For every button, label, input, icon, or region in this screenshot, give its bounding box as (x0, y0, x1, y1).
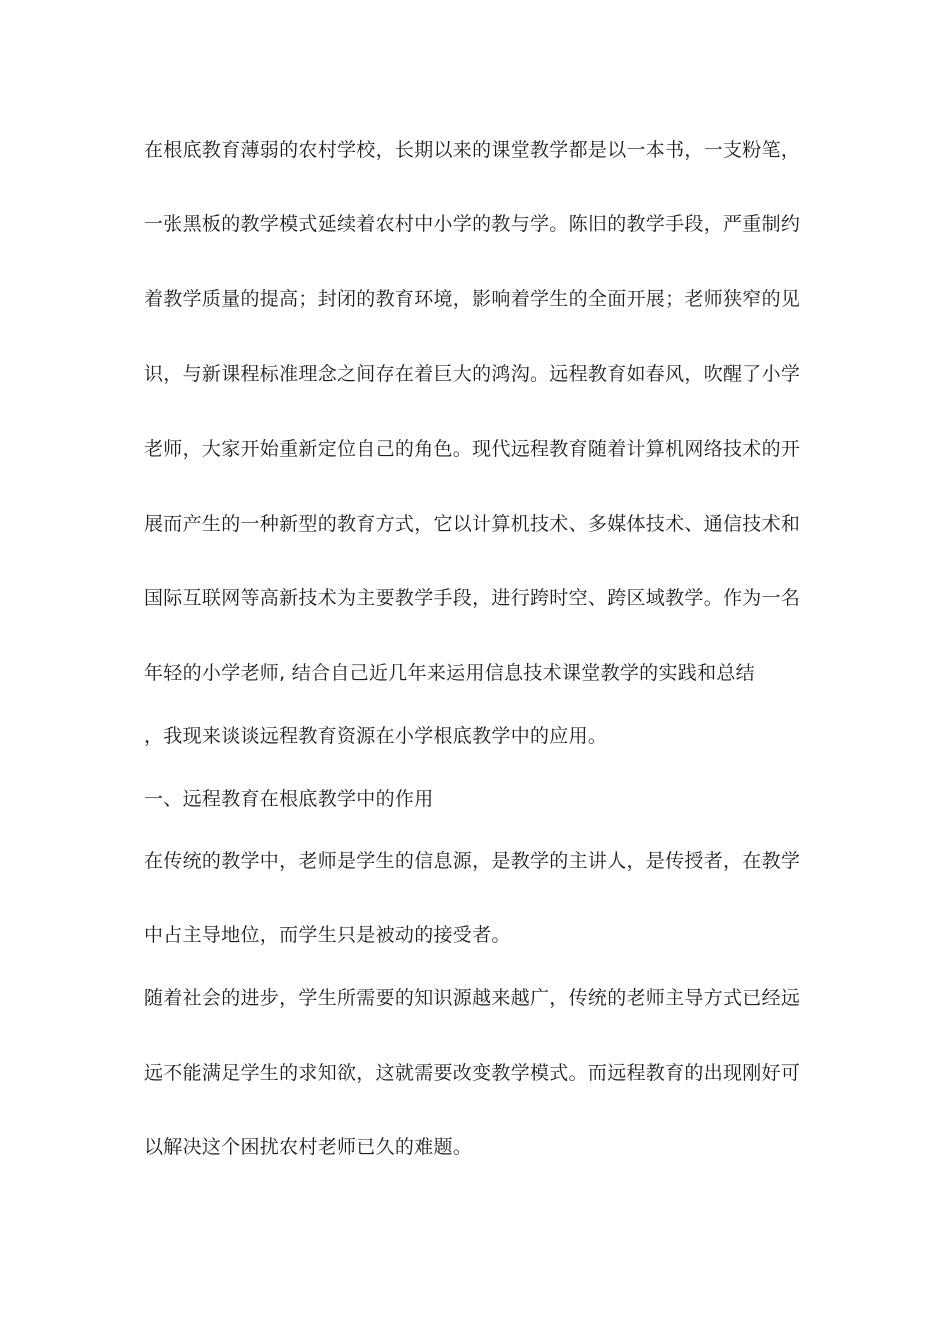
paragraph-1-line-2: 一张黑板的教学模式延续着农村中小学的教与学。陈旧的教学手段，严重制约 (144, 213, 801, 235)
paragraph-1-line-5: 老师，大家开始重新定位自己的角色。现代远程教育随着计算机网络技术的开 (144, 438, 801, 460)
paragraph-3-line-2: 远不能满足学生的求知欲，这就需要改变教学模式。而远程教育的出现刚好可 (144, 1062, 801, 1084)
paragraph-1-line-1: 在根底教育薄弱的农村学校，长期以来的课堂教学都是以一本书，一支粉笔， (144, 139, 801, 161)
paragraph-3-line-3: 以解决这个困扰农村老师已久的难题。 (144, 1136, 473, 1158)
section-heading: 一、远程教育在根底教学中的作用 (144, 788, 434, 810)
paragraph-1-line-7: 国际互联网等高新技术为主要教学手段，进行跨时空、跨区域教学。作为一名 (144, 587, 801, 609)
paragraph-3-line-1: 随着社会的进步，学生所需要的知识源越来越广，传统的老师主导方式已经远 (144, 987, 801, 1009)
paragraph-1-line-6: 展而产生的一种新型的教育方式，它以计算机技术、多媒体技术、通信技术和 (144, 513, 801, 535)
paragraph-1-line-4: 识，与新课程标准理念之间存在着巨大的鸿沟。远程教育如春风，吹醒了小学 (144, 363, 801, 385)
paragraph-2-line-2: 中占主导地位，而学生只是被动的接受者。 (144, 924, 511, 946)
paragraph-1-line-9: ，我现来谈谈远程教育资源在小学根底教学中的应用。 (144, 725, 608, 747)
paragraph-2-line-1: 在传统的教学中，老师是学生的信息源，是教学的主讲人，是传授者，在教学 (144, 850, 801, 872)
paragraph-1-line-8: 年轻的小学老师, 结合自己近几年来运用信息技术课堂教学的实践和总结 (144, 662, 755, 684)
paragraph-1-line-3: 着教学质量的提高；封闭的教育环境，影响着学生的全面开展；老师狭窄的见 (144, 288, 801, 310)
